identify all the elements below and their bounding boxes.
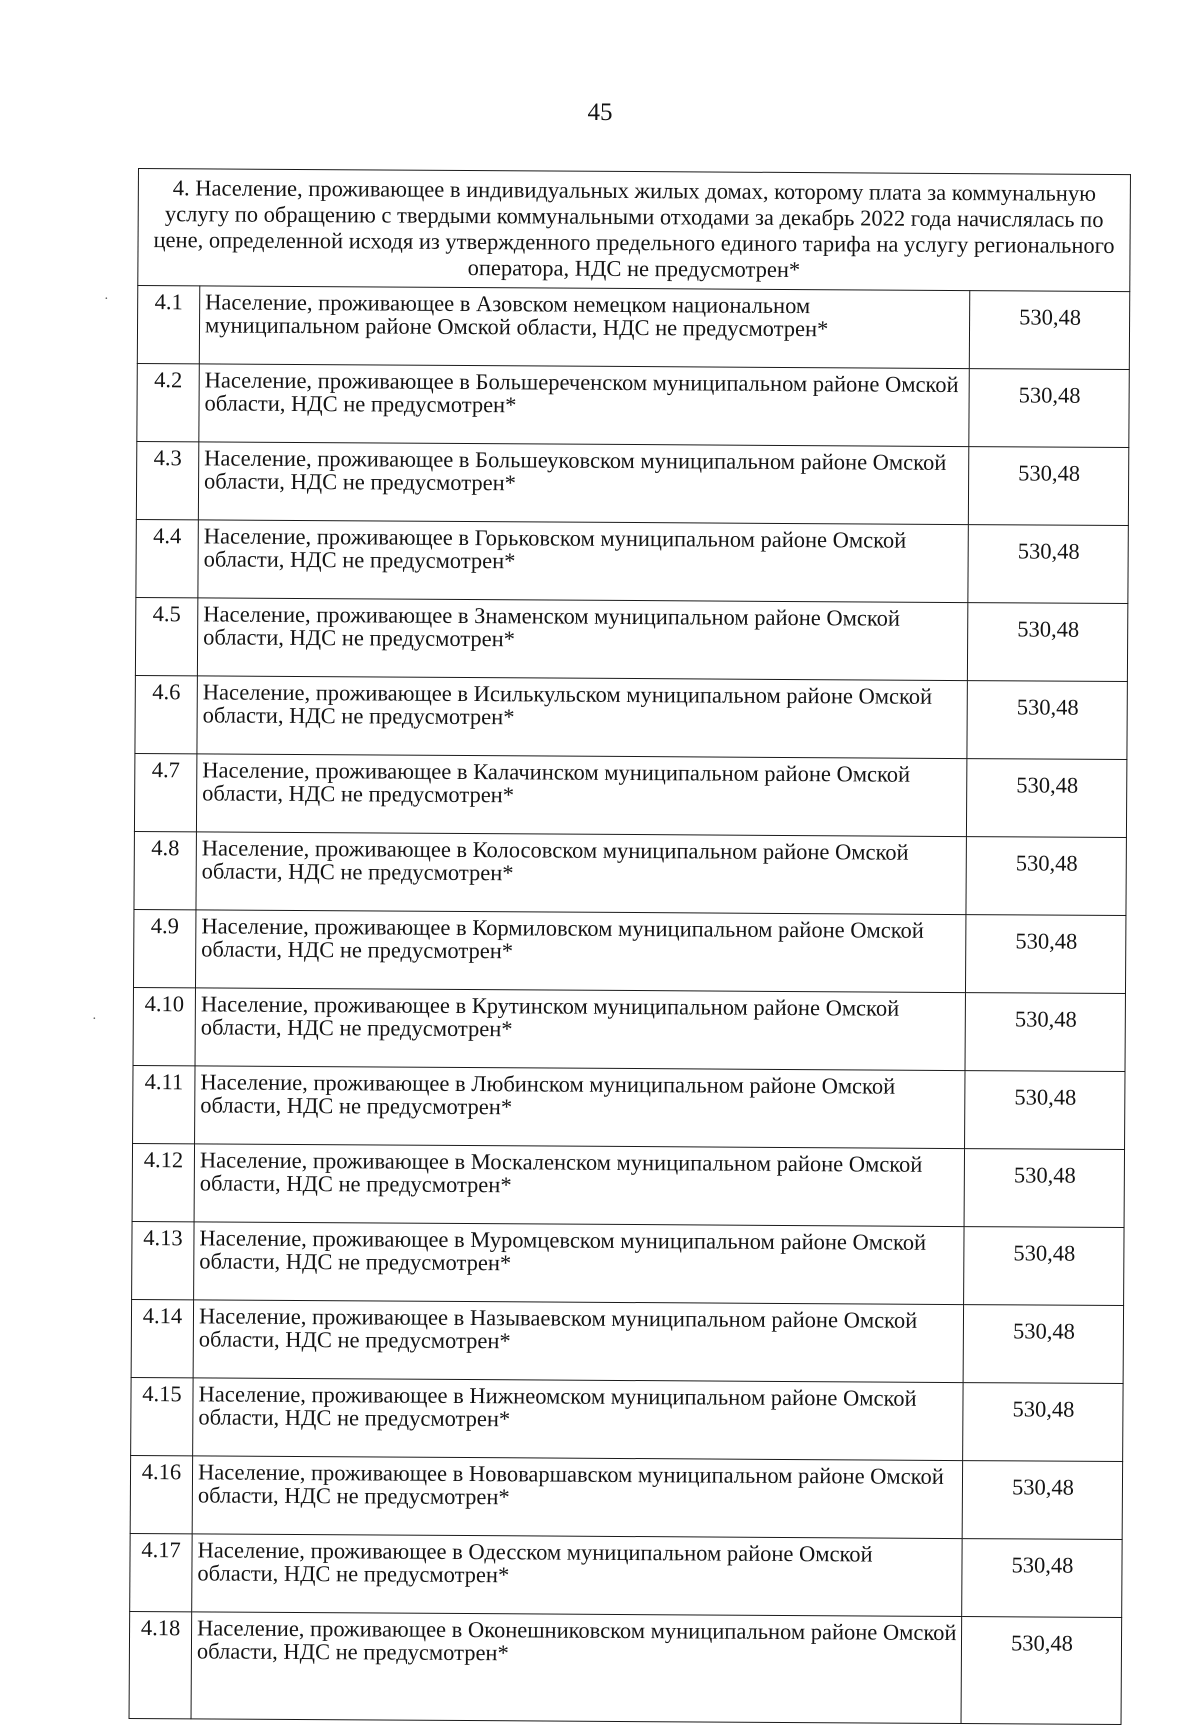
row-number: 4.16	[130, 1455, 192, 1533]
row-value: 530,48	[966, 837, 1127, 916]
table-row	[131, 1377, 1123, 1461]
row-description: Население, проживающее в Азовском немецком национальном муниципальном районе Омской области, НДС не предусмотрен*	[199, 286, 969, 369]
section-header-row	[138, 169, 1131, 292]
row-number: 4.11	[133, 1065, 195, 1143]
table-row	[137, 363, 1129, 447]
row-number: 4.13	[132, 1221, 194, 1299]
row-value: 530,48	[962, 1539, 1123, 1618]
row-number: 4.18	[129, 1611, 192, 1718]
row-value: 530,48	[965, 915, 1126, 994]
row-description: Население, проживающее в Большереченском муниципальном районе Омской области, НДС не предусмотрен*	[199, 364, 969, 447]
row-number: 4.5	[135, 597, 197, 675]
row-description: Население, проживающее в Крутинском муниципальном районе Омской области, НДС не предусмотрен*	[195, 988, 965, 1071]
row-value: 530,48	[967, 603, 1128, 682]
row-number: 4.10	[133, 987, 195, 1065]
table-row	[129, 1611, 1122, 1724]
row-description: Население, проживающее в Исилькульском муниципальном районе Омской области, НДС не предусмотрен*	[197, 676, 967, 759]
row-description: Население, проживающее в Нижнеомском муниципальном районе Омской области, НДС не предусмотрен*	[193, 1378, 963, 1461]
table-row	[131, 1299, 1123, 1383]
row-number: 4.9	[133, 909, 195, 987]
table-row	[134, 753, 1126, 837]
row-value: 530,48	[965, 1071, 1126, 1150]
table-row	[133, 1065, 1125, 1149]
row-description: Население, проживающее в Горьковском муниципальном районе Омской области, НДС не предусмотрен*	[198, 520, 968, 603]
row-value: 530,48	[962, 1461, 1123, 1540]
row-value: 530,48	[963, 1383, 1124, 1462]
tariff-table-body	[129, 169, 1130, 1725]
row-description: Население, проживающее в Муромцевском муниципальном районе Омской области, НДС не предусмотрен*	[194, 1222, 964, 1305]
row-description: Население, проживающее в Большеуковском муниципальном районе Омской области, НДС не предусмотрен*	[198, 442, 968, 525]
table-row	[132, 1221, 1124, 1305]
row-description: Население, проживающее в Калачинском муниципальном районе Омской области, НДС не предусмотрен*	[196, 754, 966, 837]
row-value: 530,48	[961, 1617, 1122, 1725]
row-description: Население, проживающее в Колосовском муниципальном районе Омской области, НДС не предусмотрен*	[196, 832, 966, 915]
scan-speck: ·	[92, 1012, 97, 1027]
row-value: 530,48	[969, 291, 1130, 370]
tariff-table	[129, 168, 1131, 1725]
row-number: 4.3	[136, 441, 198, 519]
table-row	[130, 1455, 1122, 1539]
row-description: Население, проживающее в Оконешниковском муниципальном районе Омской области, НДС не предусмотрен*	[191, 1612, 962, 1724]
row-number: 4.15	[131, 1377, 193, 1455]
row-description: Население, проживающее в Одесском муниципальном районе Омской области, НДС не предусмотрен*	[192, 1534, 962, 1617]
table-row	[135, 597, 1127, 681]
table-row	[135, 675, 1127, 759]
row-description: Население, проживающее в Знаменском муниципальном районе Омской области, НДС не предусмотрен*	[197, 598, 967, 681]
row-value: 530,48	[968, 525, 1129, 604]
table-row	[133, 909, 1125, 993]
row-number: 4.7	[134, 753, 196, 831]
row-value: 530,48	[969, 369, 1130, 448]
row-value: 530,48	[967, 681, 1128, 760]
table-row	[137, 286, 1129, 370]
row-value: 530,48	[963, 1305, 1124, 1384]
row-value: 530,48	[966, 759, 1127, 838]
row-number: 4.14	[131, 1299, 193, 1377]
row-description: Население, проживающее в Москаленском муниципальном районе Омской области, НДС не предусмотрен*	[194, 1144, 964, 1227]
table-row	[130, 1533, 1122, 1617]
row-description: Население, проживающее в Кормиловском муниципальном районе Омской области, НДС не предусмотрен*	[195, 910, 965, 993]
row-number: 4.6	[135, 675, 197, 753]
table-row	[133, 987, 1125, 1071]
row-number: 4.2	[137, 363, 199, 441]
scan-speck: ·	[104, 292, 109, 307]
table-row	[132, 1143, 1124, 1227]
row-description: Население, проживающее в Нововаршавском муниципальном районе Омской области, НДС не предусмотрен*	[192, 1456, 962, 1539]
row-number: 4.8	[134, 831, 196, 909]
row-description: Население, проживающее в Любинском муниципальном районе Омской области, НДС не предусмотрен*	[195, 1066, 965, 1149]
row-value: 530,48	[968, 447, 1129, 526]
row-description: Население, проживающее в Называевском муниципальном районе Омской области, НДС не предусмотрен*	[193, 1300, 963, 1383]
row-number: 4.17	[130, 1533, 192, 1611]
row-value: 530,48	[965, 993, 1126, 1072]
row-number: 4.4	[136, 519, 198, 597]
table-row	[134, 831, 1126, 915]
table-row	[136, 519, 1128, 603]
row-number: 4.12	[132, 1143, 194, 1221]
row-value: 530,48	[964, 1227, 1125, 1306]
row-number: 4.1	[137, 286, 199, 364]
section-header: 4. Население, проживающее в индивидуальных жилых домах, которому плата за коммунальную услугу по обращению с твердыми коммунальными отходами за декабрь 2022 года начислялась по цене, определенной исходя из утвержденного предельного единого тарифа на услугу регионального оператора, НДС не предусмотрен*	[138, 169, 1131, 292]
page-number: 45	[587, 99, 613, 126]
table-row	[136, 441, 1128, 525]
row-value: 530,48	[964, 1149, 1125, 1228]
